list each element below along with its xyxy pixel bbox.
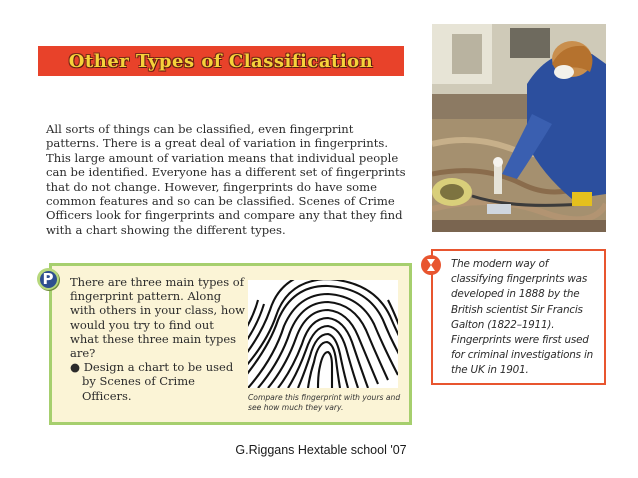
fingerprint-caption: Compare this fingerprint with yours and see how much they vary. [248,393,401,412]
activity-question: There are three main types of fingerprint pattern. Along with others in your class, how would you try to find out what these three main types are? [70,275,245,361]
intro-paragraph: All sorts of things can be classified, even fingerprint patterns. There is a great deal of variation in fingerprints. This large amount of variation means that individual people can be identified. Everyone has a different set of fingerprints that do not change. However, fingerprints do have some common features and so can be classified. Scenes of Crime Officers look for fingerprints and compare any that they find with a chart showing the different types. [46,122,406,237]
footer-credit: G.Riggans Hextable school '07 [235,443,407,457]
history-icon [421,255,441,275]
crime-scene-photo [432,24,606,232]
activity-bullet: ● Design a chart to be used by Scenes of Crime Officers. [70,360,234,403]
title-banner [38,46,404,76]
fingerprint-image [248,280,398,388]
activity-text [70,275,245,403]
page-title: Other Types of Classification [68,50,374,72]
p-icon [37,268,59,290]
hourglass-icon [424,258,438,272]
fingerprint-illustration [248,280,398,388]
history-text: The modern way of classifying fingerprints was developed in 1888 by the British scientist Sir Francis Galton (1822–1911). Fingerprints were first used for criminal investigations in the UK in 1901. [451,258,594,377]
activity-badge-letter: P [40,271,57,288]
crime-scene-illustration [432,24,606,232]
